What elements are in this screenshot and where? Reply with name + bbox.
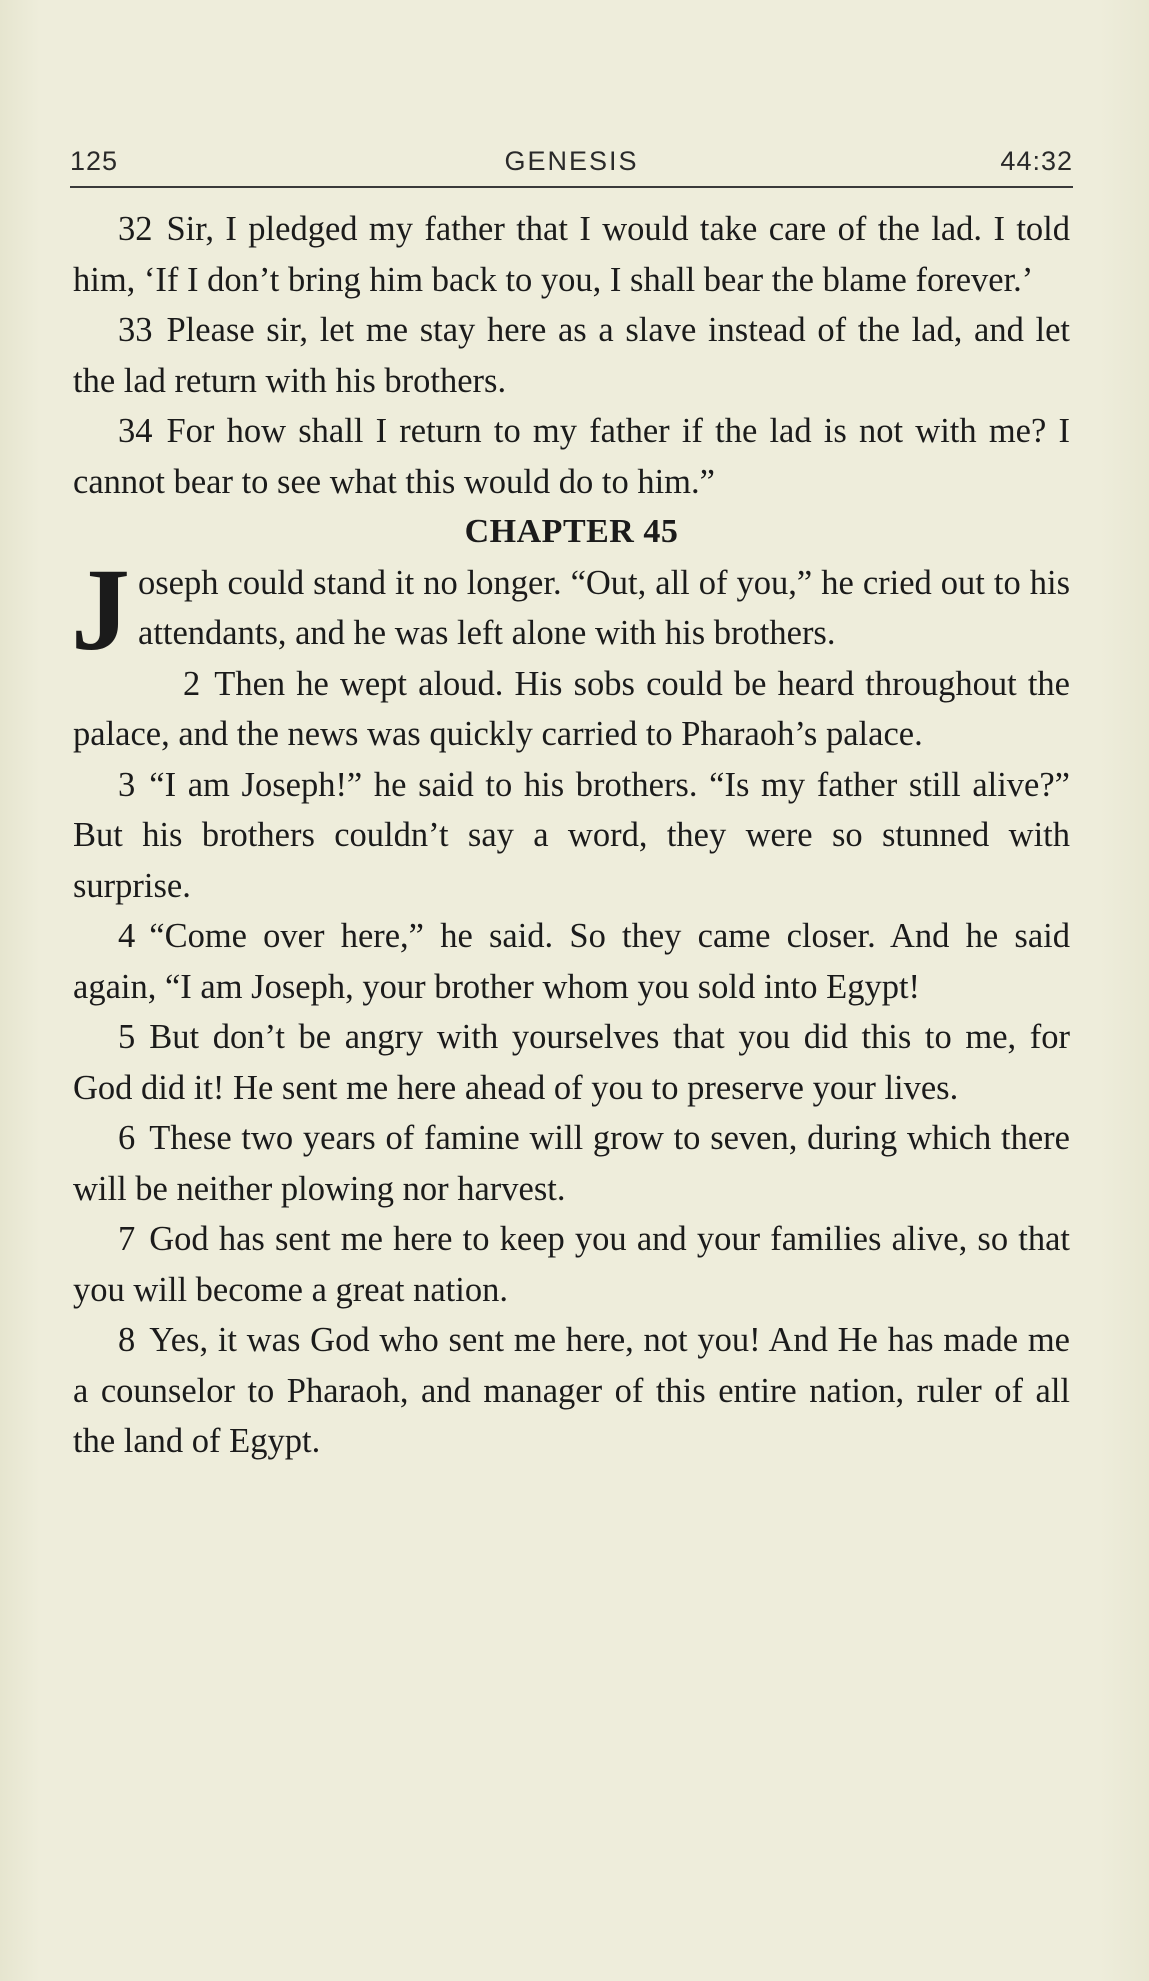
verse-text: Then he wept aloud. His sobs could be heard throughout the palace, and the news was quickly carried to Pharaoh’s palace.	[73, 664, 1070, 753]
verse-number: 32	[118, 210, 153, 248]
chapter-verse-reference: 44:32	[1000, 146, 1073, 176]
chapter-heading: CHAPTER 45	[464, 513, 679, 550]
verse	[73, 1315, 1070, 1467]
verse-text: Please sir, let me stay here as a slave instead of the lad, and let the lad return with his brothers.	[73, 311, 1070, 400]
drop-cap: J	[71, 543, 130, 675]
verse	[73, 760, 1070, 912]
verse	[73, 1214, 1070, 1315]
verse	[73, 305, 1070, 406]
verse-number: 33	[118, 311, 153, 349]
header-rule	[70, 186, 1073, 188]
verse	[73, 1113, 1070, 1214]
verse-text: Sir, I pledged my father that I would take care of the lad. I told him, ‘If I don’t bring him back to you, I shall bear the blame forever.’	[73, 210, 1070, 299]
verse-text: God has sent me here to keep you and your families alive, so that you will become a great nation.	[73, 1220, 1070, 1309]
chapter-opening-paragraph	[71, 543, 1070, 675]
verse	[73, 204, 1070, 305]
running-header	[70, 142, 1073, 186]
verse-number: 34	[118, 412, 153, 450]
verse-text: But don’t be angry with yourselves that you did this to me, for God did it! He sent me here ahead of you to preserve your lives.	[73, 1018, 1070, 1107]
verse	[73, 406, 1070, 507]
opening-text: oseph could stand it no longer. “Out, all of you,” he cried out to his attendants, and he was left alone with his brothers.	[138, 563, 1070, 652]
verse-text: These two years of famine will grow to seven, during which there will be neither plowing nor harvest.	[73, 1119, 1070, 1208]
verse-number: 8	[118, 1321, 136, 1359]
scripture-text	[73, 204, 1070, 1467]
verse-number: 7	[118, 1220, 136, 1258]
verse-number: 2	[183, 664, 201, 703]
verse	[73, 911, 1070, 1012]
verse-number: 5	[118, 1018, 136, 1056]
book-title: GENESIS	[504, 146, 639, 176]
verse	[73, 1012, 1070, 1113]
verse-text: “I am Joseph!” he said to his brothers. “Is my father still alive?” But his brothers couldn’t say a word, they were so stunned with surprise.	[73, 765, 1070, 905]
verse-text: Yes, it was God who sent me here, not you! And He has made me a counselor to Pharaoh, and manager of this entire nation, ruler of all the land of Egypt.	[73, 1321, 1070, 1460]
page-number: 125	[70, 146, 119, 176]
verse	[73, 659, 1070, 760]
verse-text: For how shall I return to my father if the lad is not with me? I cannot bear to see what this would do to him.”	[73, 412, 1070, 501]
verse-number: 6	[118, 1119, 136, 1157]
verse-text: “Come over here,” he said. So they came closer. And he said again, “I am Joseph, your brother whom you sold into Egypt!	[73, 917, 1070, 1006]
verse-number: 3	[118, 765, 136, 804]
verse-number: 4	[118, 917, 136, 955]
